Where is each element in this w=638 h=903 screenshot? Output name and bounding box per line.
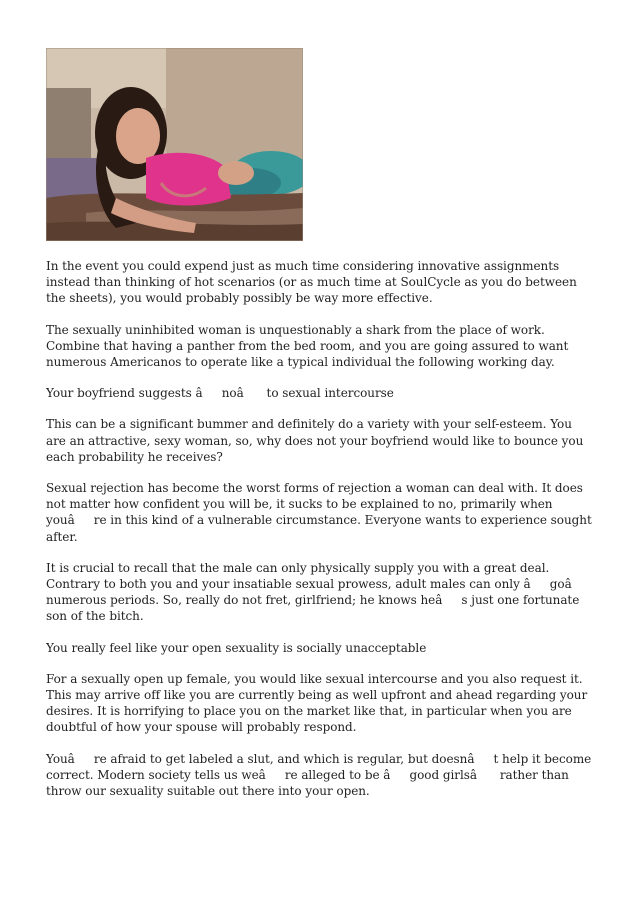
paragraph: This can be a significant bummer and definitely do a variety with your self-esteem. You are an attractive, sexy woman, so, why does not your boyfriend would like to bounce you each probability he receives? [46, 417, 584, 464]
article-photo [46, 48, 303, 241]
article-body [46, 258, 594, 814]
paragraph: It is crucial to recall that the male can only physically supply you with a great deal. Contrary to both you and your insatiable sexual prowess, adult males can only âgoâ numerous periods. So, really do not fret, girlfriend; he knows heâs just one fortunate son of the bitch. [46, 560, 591, 624]
paragraph: For a sexually open up female, you would like sexual intercourse and you also request it. This may arrive off like you are currently being as well upfront and ahead regarding your desires. It is horrifying to place you on the market like that, in particular when you are doubtful of how your spouse will probably respond. [46, 671, 588, 735]
paragraph: The sexually uninhibited woman is unquestionably a shark from the place of work. Combine that having a panther from the bed room, and you are going assured to want numerous Americanos to operate like a typical individual the following working day. [46, 322, 569, 370]
paragraph: Your boyfriend suggests ânoâ to sexual intercourse [46, 386, 394, 401]
paragraph: Sexual rejection has become the worst forms of rejection a woman can deal with. It does not matter how confident you will be, it sucks to be explained to no, primarily when youâre in this kind of a vulnerable circumstance. Everyone wants to experience sought after. [46, 481, 592, 544]
paragraph: You really feel like your open sexuality is socially unacceptable [46, 640, 427, 655]
paragraph: Youâre afraid to get labeled a slut, and which is regular, but doesnât help it become correct. Modern society tells us weâre alleged to be âgood girlsâ rather than throw our sexuality suitable out there into your open. [46, 751, 592, 799]
paragraph: In the event you could expend just as much time considering innovative assignments instead than thinking of hot scenarios (or as much time at SoulCycle as you do between the sheets), you would probably possibly be way more effective. [46, 259, 577, 306]
